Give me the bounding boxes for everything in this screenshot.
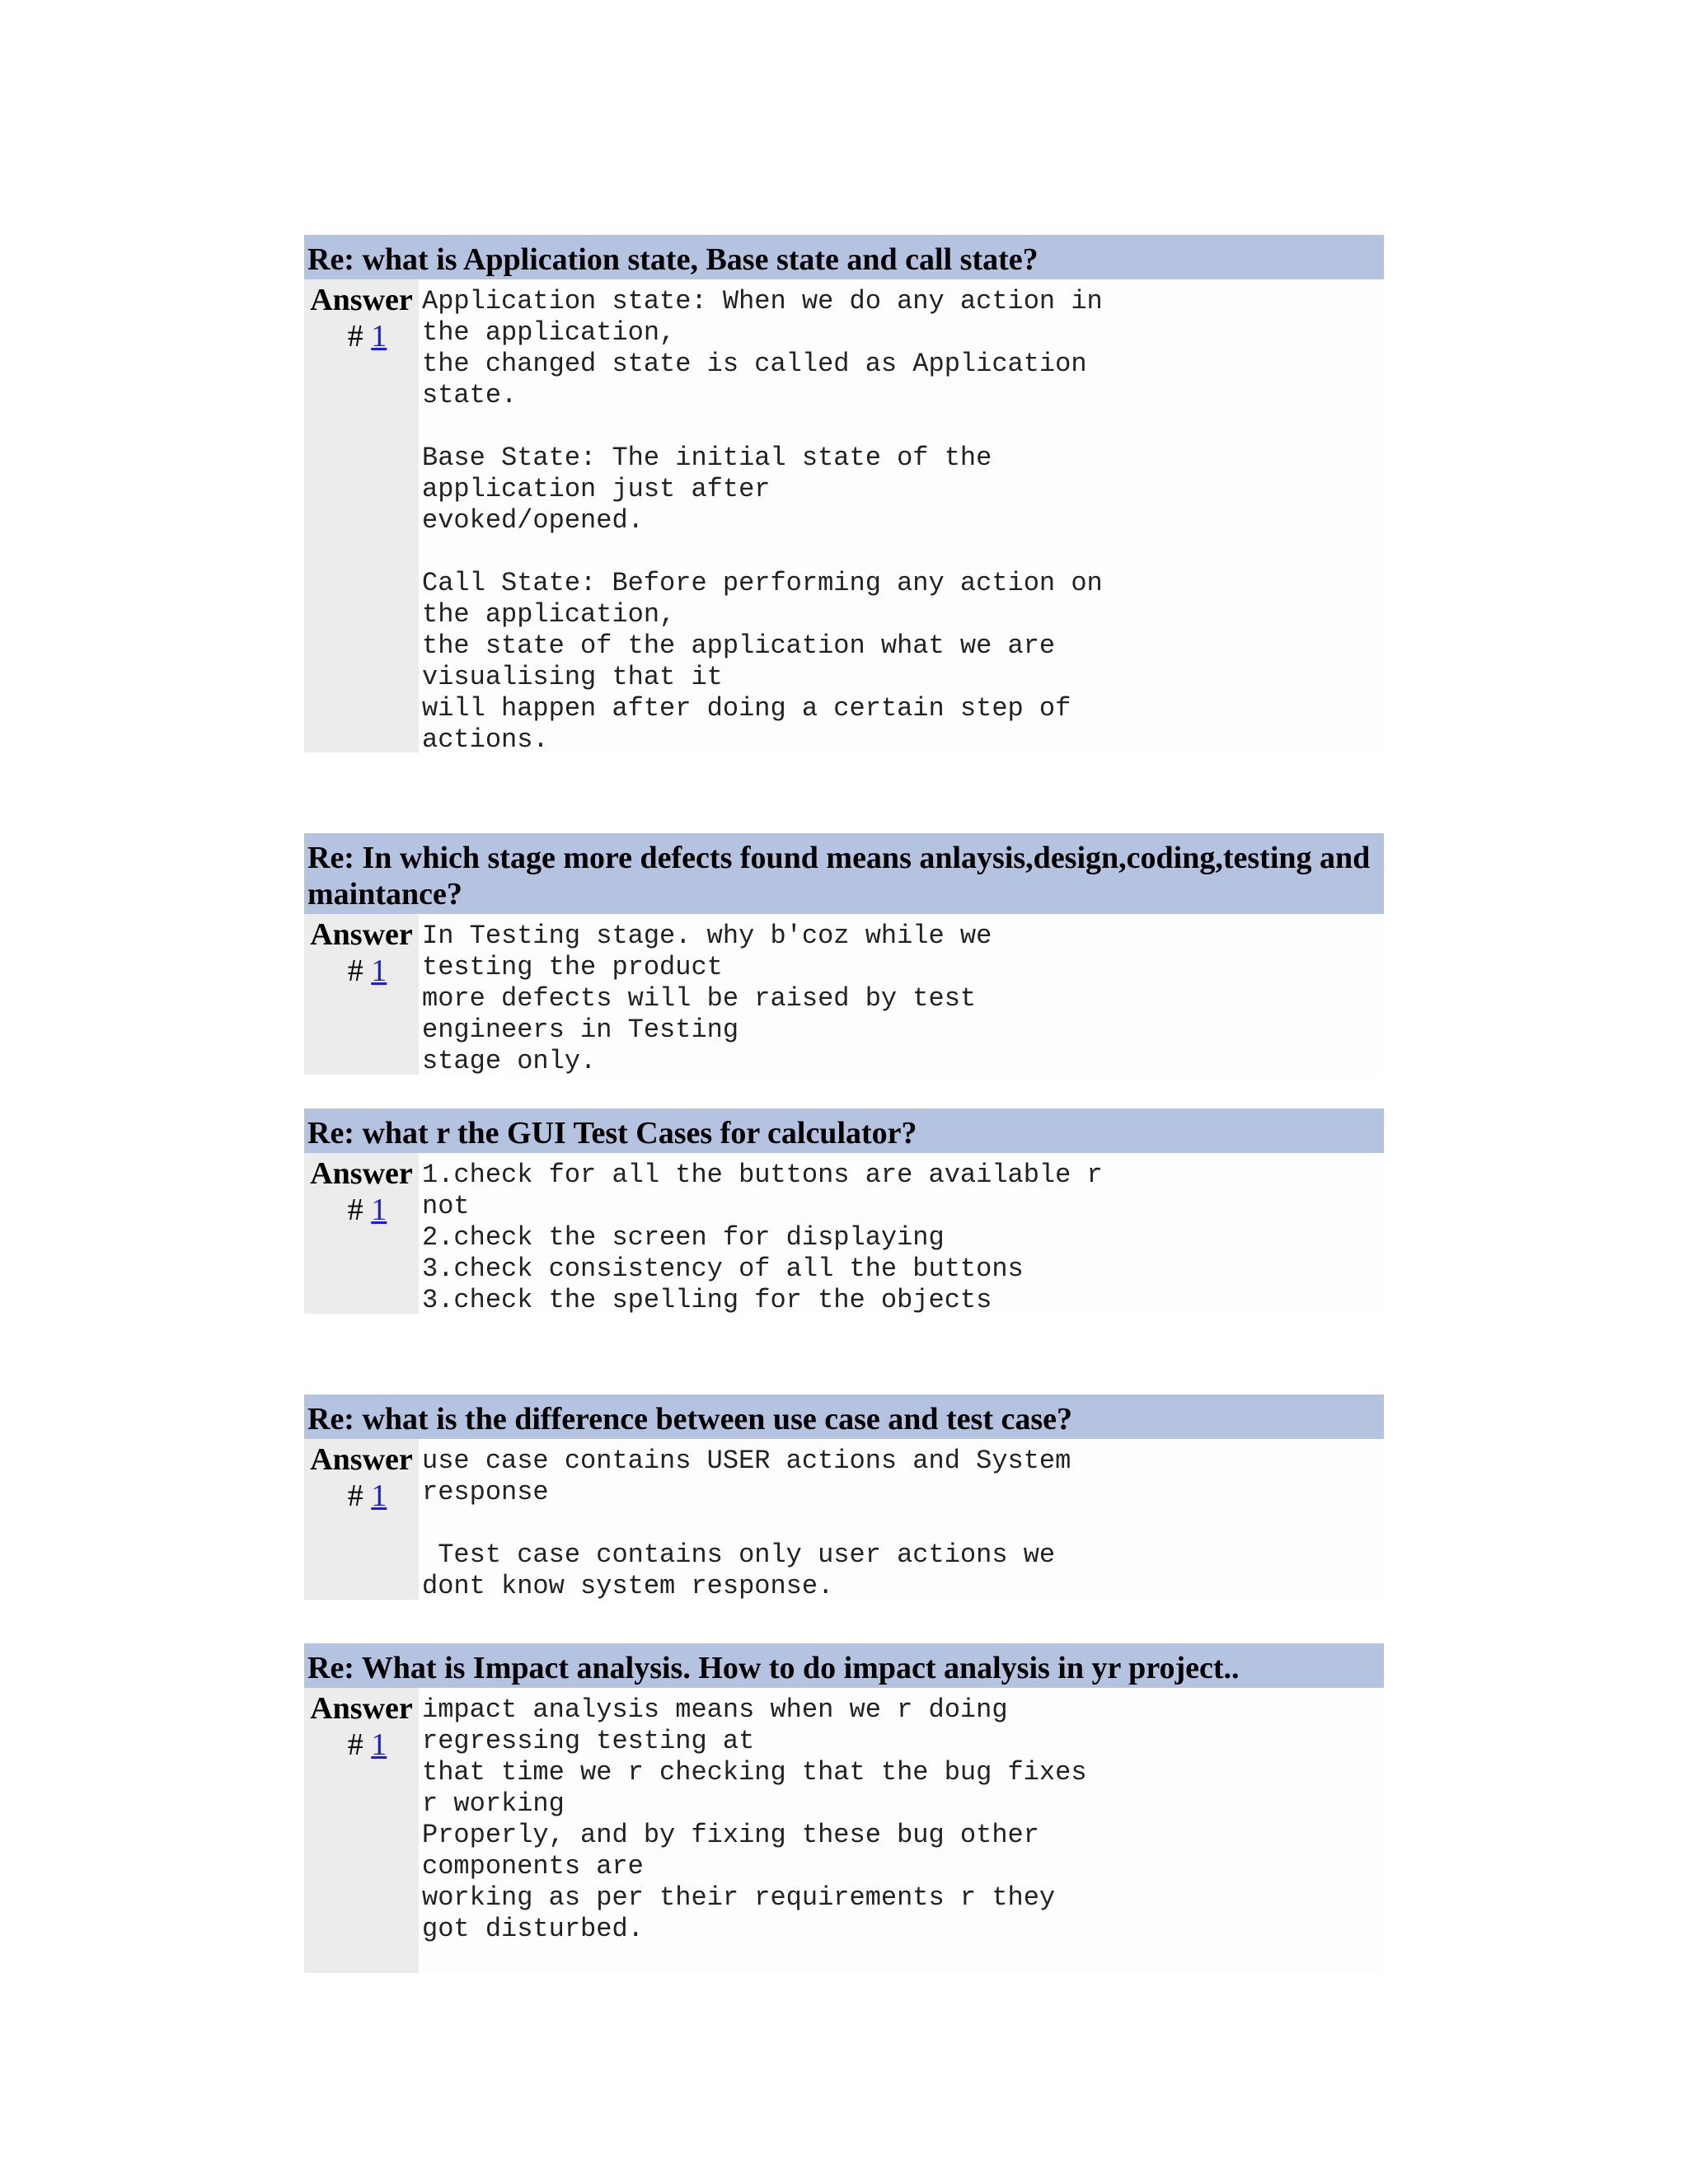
qa-block xyxy=(304,1394,1384,1600)
answer-number xyxy=(304,1727,419,1762)
hash-sign: # xyxy=(347,319,363,354)
answer-row xyxy=(304,279,1384,755)
answer-text: Application state: When we do any action in the application, the changed state is called as Application state. Base State: The initial state of the application just after evoked/opened. Call State: Before performing any action on the application, the state of the application what we are visualising that it will happen after doing a certain step of actions. xyxy=(422,286,1103,755)
question-title: Re: what r the GUI Test Cases for calculator? xyxy=(304,1108,1384,1153)
answer-label: Answer xyxy=(310,1691,413,1726)
answer-label: Answer xyxy=(310,1156,413,1191)
hash-sign: # xyxy=(347,1727,363,1762)
answer-number xyxy=(304,319,419,354)
qa-block xyxy=(304,1643,1384,1973)
hash-sign: # xyxy=(347,954,363,988)
answer-label: Answer xyxy=(310,283,413,317)
answer-number-link[interactable]: 1 xyxy=(371,1479,387,1513)
answer-row xyxy=(304,914,1384,1075)
answer-number-link[interactable]: 1 xyxy=(371,954,387,988)
answer-number-link[interactable]: 1 xyxy=(371,1727,387,1762)
answer-text: In Testing stage. why b'coz while we testing the product more defects will be raised by test engineers in Testing stage only. xyxy=(422,921,992,1076)
question-title: Re: what is Application state, Base state and call state? xyxy=(304,235,1384,279)
answer-number-link[interactable]: 1 xyxy=(371,1193,387,1227)
answer-label-cell xyxy=(304,1688,419,1973)
answer-row xyxy=(304,1439,1384,1600)
hash-sign: # xyxy=(347,1193,363,1227)
answer-row xyxy=(304,1688,1384,1973)
qa-block xyxy=(304,833,1384,1075)
answer-label-cell xyxy=(304,1153,419,1314)
answer-number xyxy=(304,954,419,988)
answer-text: use case contains USER actions and System response Test case contains only user actions we dont know system response. xyxy=(422,1446,1071,1601)
answer-label: Answer xyxy=(310,917,413,952)
answer-label: Answer xyxy=(310,1442,413,1477)
answer-number xyxy=(304,1479,419,1513)
answer-text: impact analysis means when we r doing regressing testing at that time we r checking that the bug fixes r working Properly, and by fixing these bug other components are working as per their requirements r they got disturbed. xyxy=(422,1694,1087,1944)
answer-number-link[interactable]: 1 xyxy=(371,319,387,354)
answer-text: 1.check for all the buttons are available r not 2.check the screen for displaying 3.check consistency of all the buttons 3.check the spelling for the objects xyxy=(422,1160,1103,1315)
answer-label-cell xyxy=(304,279,419,752)
answer-number xyxy=(304,1193,419,1227)
question-title: Re: what is the difference between use case and test case? xyxy=(304,1394,1384,1439)
question-title: Re: In which stage more defects found means anlaysis,design,coding,testing and maintance? xyxy=(304,833,1384,914)
qa-block xyxy=(304,235,1384,755)
hash-sign: # xyxy=(347,1479,363,1513)
answer-row xyxy=(304,1153,1384,1314)
qa-block xyxy=(304,1108,1384,1314)
answer-label-cell xyxy=(304,1439,419,1600)
answer-label-cell xyxy=(304,914,419,1075)
question-title: Re: What is Impact analysis. How to do impact analysis in yr project.. xyxy=(304,1643,1384,1688)
